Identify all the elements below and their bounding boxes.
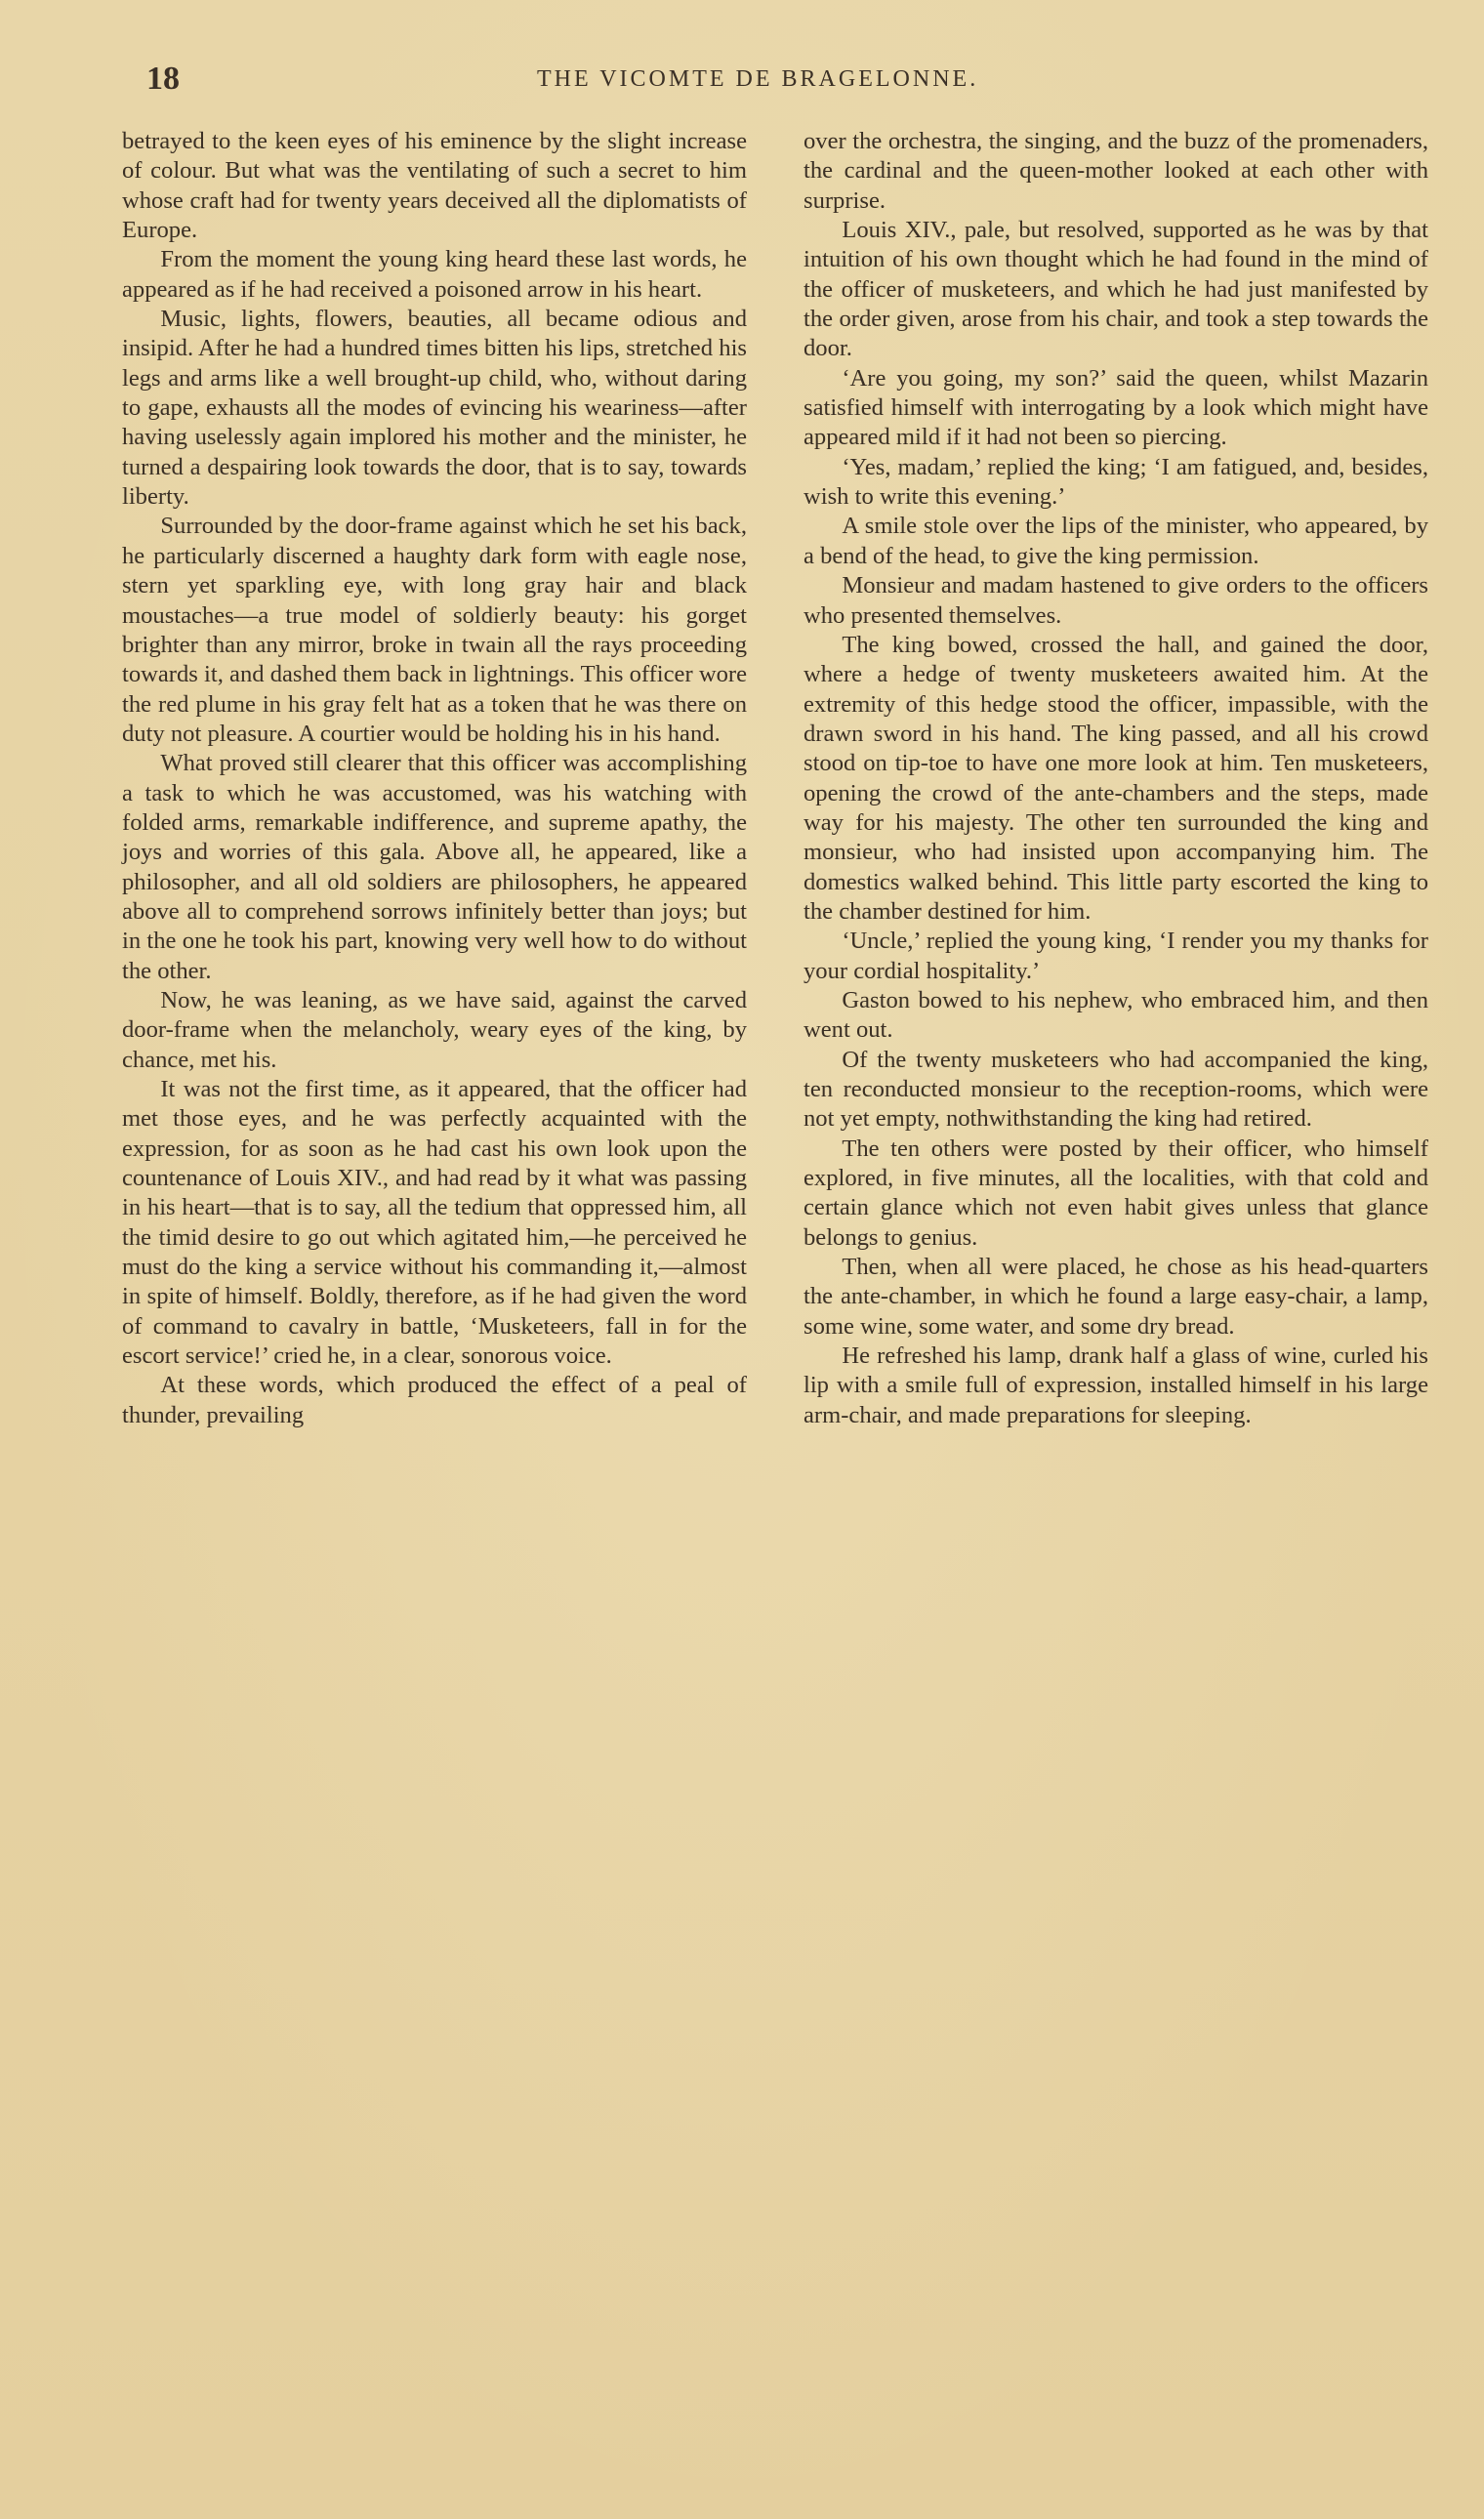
paragraph: Surrounded by the door-frame against which he set his back, he particularly discerned a haughty dark form with eagle nose, stern yet sparkling eye, with long gray hair and black moustaches—a true model of soldierly beauty: his gorget brighter than any mirror, broke in twain all the rays proceeding towards it, and dashed them back in lightnings. This officer wore the red plume in his gray felt hat as a token that he was there on duty not pleasure. A courtier would be holding his in his hand. <box>122 513 747 747</box>
paragraph: Louis XIV., pale, but resolved, supported as he was by that intuition of his own thought which he had found in the mind of the officer of musketeers, and which he had just manifested by the order given, arose from his chair, and took a step towards the door. <box>804 217 1428 362</box>
paragraph: Monsieur and madam hastened to give orders to the officers who presented themselves. <box>804 572 1428 629</box>
paragraph: The king bowed, crossed the hall, and gained the door, where a hedge of twenty musketeers awaited him. At the extremity of this hedge stood the officer, impassible, with the drawn sword in his hand. The king passed, and all his crowd stood on tip-toe to have one more look at him. Ten musketeers, opening the crowd of the ante-chambers and the steps, made way for his majesty. The other ten surrounded the king and monsieur, who had insisted upon accompanying him. The domestics walked behind. This little party escorted the king to the chamber destined for him. <box>804 631 1428 925</box>
page-number: 18 <box>146 61 180 97</box>
paragraph: ‘Yes, madam,’ replied the king; ‘I am fatigued, and, besides, wish to write this evening.’ <box>804 453 1428 511</box>
paragraph: ‘Are you going, my son?’ said the queen, whilst Mazarin satisfied himself with interrogating by a look which might have appeared mild if it had not been so piercing. <box>804 364 1428 451</box>
paragraph: ‘Uncle,’ replied the young king, ‘I render you my thanks for your cordial hospitality.’ <box>804 928 1428 984</box>
paragraph: It was not the first time, as it appeared, that the officer had met those eyes, and he was perfectly acquainted with the expression, for as soon as he had cast his own look upon the countenance of Louis XIV., and had read by it what was passing in his heart—that is to say, all the tedium that oppressed him, all the timid desire to go out which agitated him,—he perceived he must do the king a service without his commanding it,—almost in spite of himself. Boldly, therefore, as if he had given the word of command to cavalry in battle, ‘Musketeers, fall in for the escort service!’ cried he, in a clear, sonorous voice. <box>122 1076 747 1370</box>
paragraph: What proved still clearer that this officer was accomplishing a task to which he was accustomed, was his watching with folded arms, remarkable indifference, and supreme apathy, the joys and worries of this gala. Above all, he appeared, like a philosopher, and all old soldiers are philosophers, he appeared above all to comprehend sorrows infinitely better than joys; but in the one he took his part, knowing very well how to do without the other. <box>122 750 747 984</box>
paragraph: He refreshed his lamp, drank half a glass of wine, curled his lip with a smile full of expression, installed himself in his large arm-chair, and made preparations for sleeping. <box>804 1342 1428 1428</box>
paragraph: Gaston bowed to his nephew, who embraced him, and then went out. <box>804 986 1428 1044</box>
page-header <box>137 61 1391 100</box>
paragraph: Now, he was leaning, as we have said, against the carved door-frame when the melancholy, weary eyes of the king, by chance, met his. <box>122 986 747 1073</box>
paragraph: The ten others were posted by their officer, who himself explored, in five minutes, all the localities, with that cold and certain glance which not even habit gives unless that glance belongs to genius. <box>804 1135 1428 1251</box>
paragraph: betrayed to the keen eyes of his eminence by the slight increase of colour. But what was the ventilating of such a secret to him whose craft had for twenty years deceived all the diplomatists of Europe. <box>122 128 747 244</box>
paragraph: Music, lights, flowers, beauties, all became odious and insipid. After he had a hundred times bitten his lips, stretched his legs and arms like a well brought-up child, who, without daring to gape, exhausts all the modes of evincing his weariness—after having uselessly again implored his mother and the minister, he turned a despairing look towards the door, that is to say, towards liberty. <box>122 306 747 511</box>
paragraph: Then, when all were placed, he chose as his head-quarters the ante-chamber, in which he found a large easy-chair, a lamp, some wine, some water, and some dry bread. <box>804 1254 1428 1340</box>
left-column <box>122 127 747 1430</box>
paragraph: A smile stole over the lips of the minister, who appeared, by a bend of the head, to give the king permission. <box>804 513 1428 569</box>
running-head: THE VICOMTE DE BRAGELONNE. <box>537 66 979 92</box>
paragraph: At these words, which produced the effect of a peal of thunder, prevailing <box>122 1372 747 1428</box>
paragraph: Of the twenty musketeers who had accompanied the king, ten reconducted monsieur to the reception-rooms, which were not yet empty, nothwithstanding the king had retired. <box>804 1046 1428 1133</box>
right-column <box>804 127 1428 1430</box>
paragraph: over the orchestra, the singing, and the buzz of the promenaders, the cardinal and the queen-mother looked at each other with surprise. <box>804 128 1428 214</box>
paragraph: From the moment the young king heard these last words, he appeared as if he had received a poisoned arrow in his heart. <box>122 246 747 303</box>
